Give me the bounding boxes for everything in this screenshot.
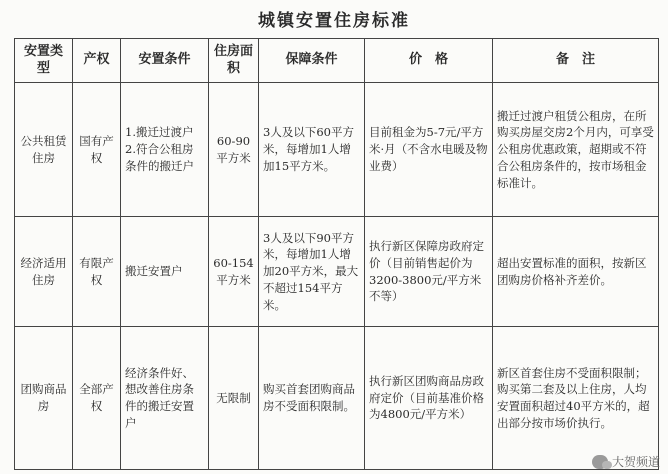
cell-remarks: 超出安置标准的面积，按新区团购房价格补齐差价。	[493, 217, 659, 327]
cell-price: 执行新区团购商品房政府定价（目前基准价格为4800元/平方米）	[365, 327, 493, 470]
cell-guarantee: 购买首套团购商品房不受面积限制。	[259, 327, 365, 470]
cell-area: 60-154平方米	[209, 217, 259, 327]
header-row	[15, 39, 659, 83]
cell-area: 60-90平方米	[209, 83, 259, 217]
cell-conditions: 搬迁安置户	[121, 217, 209, 327]
housing-standard-table	[14, 38, 659, 470]
cell-conditions: 经济条件好、想改善住房条件的搬迁安置户	[121, 327, 209, 470]
cell-ownership: 国有产权	[73, 83, 121, 217]
cell-remarks: 新区首套住房不受面积限制；购买第二套及以上住房，人均安置面积超过40平方米的，超出部分按市场价执行。	[493, 327, 659, 470]
cell-area: 无限制	[209, 327, 259, 470]
cell-remarks: 搬迁过渡户租赁公租房，在所购买房屋交房2个月内，可享受公租房优惠政策，超期或不符合公租房条件的，按市场租金标准计。	[493, 83, 659, 217]
cell-type: 经济适用住房	[15, 217, 73, 327]
cell-guarantee: 3人及以下90平方米，每增加1人增加20平方米，最大不超过154平方米。	[259, 217, 365, 327]
cell-price: 执行新区保障房政府定价（目前销售起价为3200-3800元/平方米不等）	[365, 217, 493, 327]
table-row	[15, 217, 659, 327]
header-type: 安置类型	[15, 39, 73, 83]
wechat-icon	[592, 455, 608, 469]
document-title: 城镇安置住房标准	[258, 11, 410, 31]
cell-type: 公共租赁住房	[15, 83, 73, 217]
header-guarantee: 保障条件	[259, 39, 365, 83]
cell-price: 目前租金为5-7元/平方米·月（不含水电暖及物业费）	[365, 83, 493, 217]
header-conditions: 安置条件	[121, 39, 209, 83]
watermark	[592, 453, 660, 470]
header-remarks: 备 注	[493, 39, 659, 83]
header-price: 价 格	[365, 39, 493, 83]
header-area: 住房面积	[209, 39, 259, 83]
header-ownership: 产权	[73, 39, 121, 83]
table-row	[15, 83, 659, 217]
cell-ownership: 全部产权	[73, 327, 121, 470]
cell-type: 团购商品房	[15, 327, 73, 470]
table-row	[15, 327, 659, 470]
cell-guarantee: 3人及以下60平方米，每增加1人增加15平方米。	[259, 83, 365, 217]
watermark-text: 大贺频道	[611, 455, 660, 469]
cell-conditions: 1.搬迁过渡户 2.符合公租房条件的搬迁户	[121, 83, 209, 217]
cell-ownership: 有限产权	[73, 217, 121, 327]
